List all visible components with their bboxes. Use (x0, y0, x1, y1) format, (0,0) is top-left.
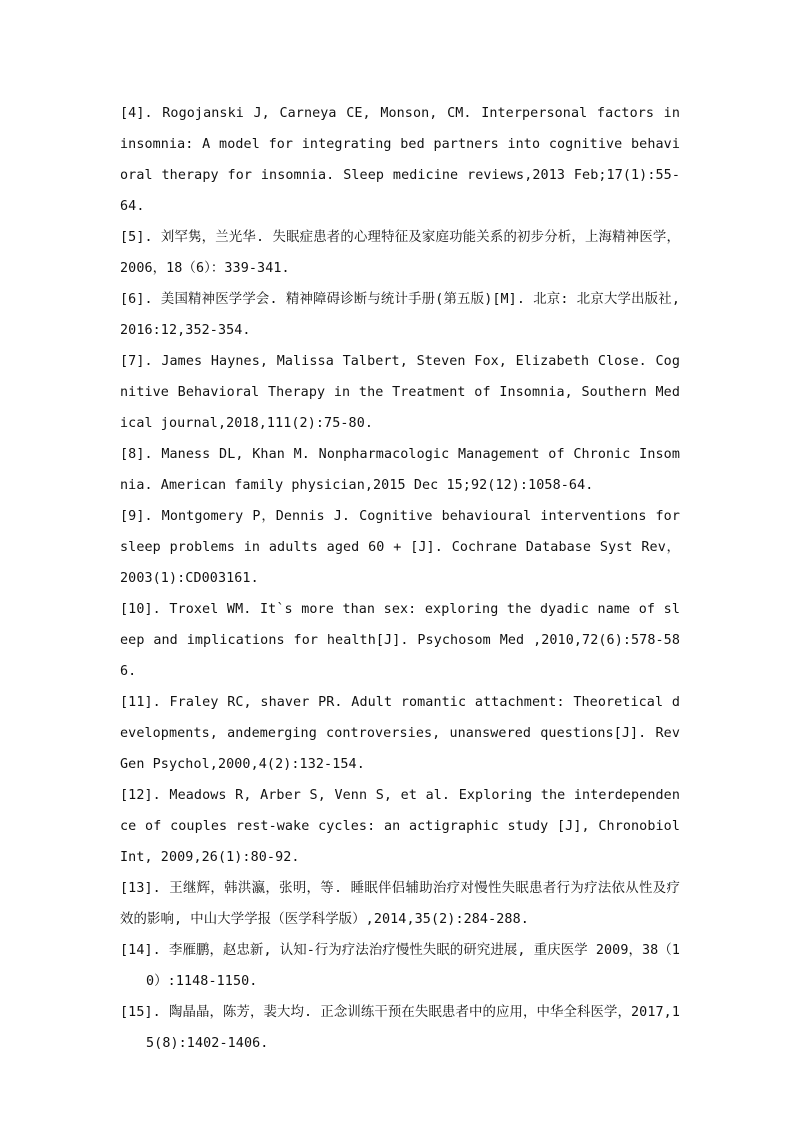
reference-item-7: [7]. James Haynes, Malissa Talbert, Steven Fox, Elizabeth Close. Cognitive Behavioral Therapy in the Treatment of Insomnia, Southern Medical journal,2018,111(2):75-80. (120, 354, 680, 431)
reference-item-4: [4]. Rogojanski J, Carneya CE, Monson, CM. Interpersonal factors in insomnia: A model for integrating bed partners into cognitive behavioral therapy for insomnia. Sleep medicine reviews,2013 Feb;17(1):55-64. (120, 106, 680, 214)
reference-item-8: [8]. Maness DL, Khan M. Nonpharmacologic Management of Chronic Insomnia. American family physician,2015 Dec 15;92(12):1058-64. (120, 447, 680, 493)
reference-item-9: [9]. Montgomery P，Dennis J. Cognitive behavioural interventions for sleep problems in adults aged 60 + [J]. Cochrane Database Syst Rev，2003(1):CD003161. (120, 509, 680, 586)
reference-item-14: [14]. 李雁鹏，赵忠新, 认知-行为疗法治疗慢性失眠的研究进展, 重庆医学 2009，38（10）:1148-1150. (120, 943, 680, 989)
reference-item-6: [6]. 美国精神医学学会. 精神障碍诊断与统计手册(第五版)[M]. 北京: 北京大学出版社,2016:12,352-354. (120, 292, 680, 338)
reference-item-11: [11]. Fraley RC, shaver PR. Adult romantic attachment: Theoretical developments, andemerging controversies, unanswered questions[J]. Rev Gen Psychol,2000,4(2):132-154. (120, 695, 680, 772)
reference-item-15: [15]. 陶晶晶，陈芳，裴大均. 正念训练干预在失眠患者中的应用，中华全科医学，2017,15(8):1402-1406. (120, 1005, 680, 1051)
reference-item-12: [12]. Meadows R, Arber S, Venn S, et al. Exploring the interdependence of couples rest-wake cycles: an actigraphic study [J], Chronobiol Int, 2009,26(1):80-92. (120, 788, 680, 865)
reference-list (120, 98, 680, 1059)
reference-item-5: [5]. 刘罕隽，兰光华. 失眠症患者的心理特征及家庭功能关系的初步分析，上海精神医学，2006，18（6）：339-341. (120, 230, 680, 276)
reference-item-10: [10]. Troxel WM. It`s more than sex: exploring the dyadic name of sleep and implications for health[J]. Psychosom Med ,2010,72(6):578-586. (120, 602, 680, 679)
reference-item-13: [13]. 王继辉，韩洪瀛，张明，等. 睡眠伴侣辅助治疗对慢性失眠患者行为疗法依从性及疗效的影响, 中山大学学报（医学科学版）,2014,35(2):284-288. (120, 881, 680, 927)
